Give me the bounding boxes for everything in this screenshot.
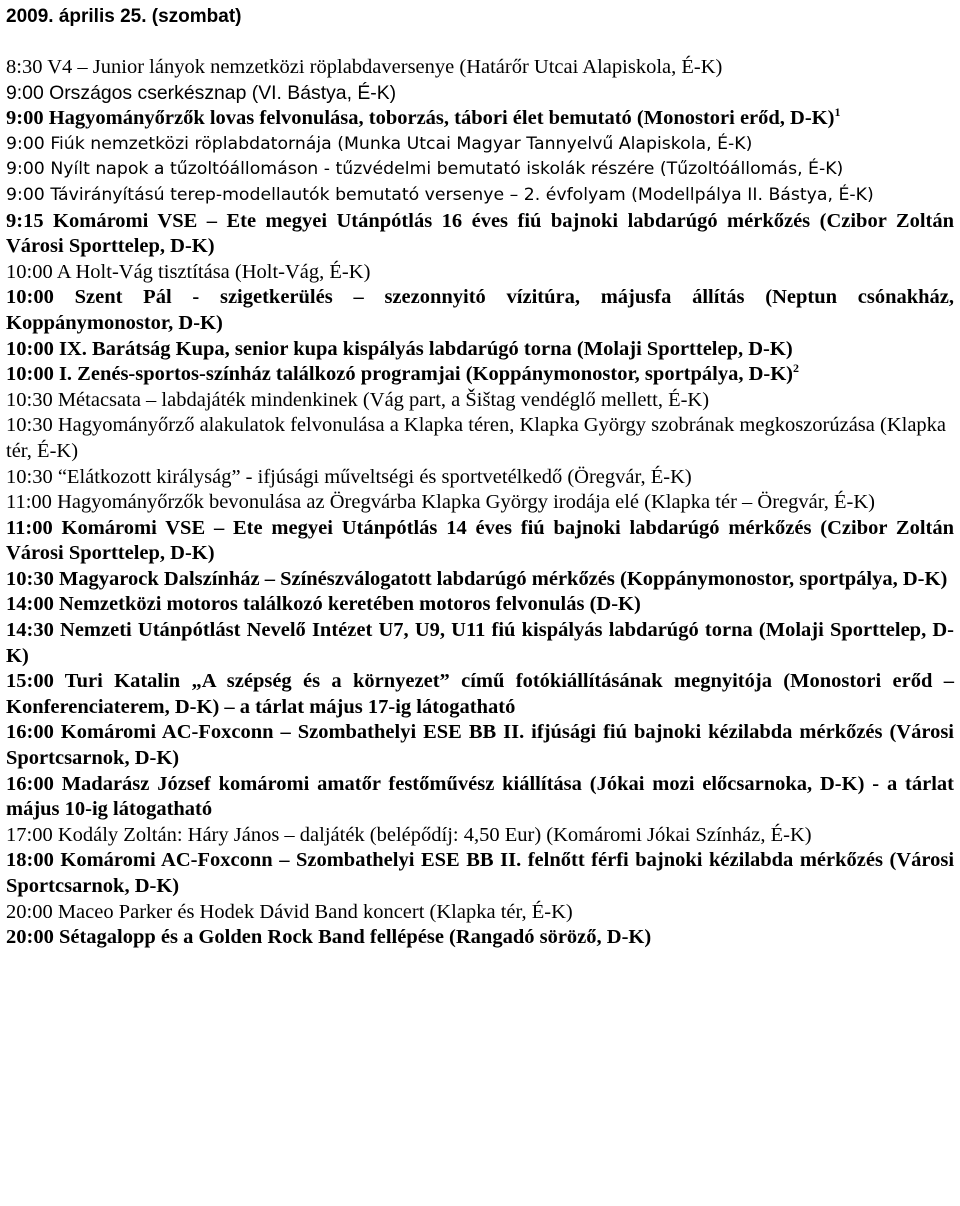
entry-text: Nemzeti Utánpótlást Nevelő Intézet U7, U9, U11 fiú kispályás labdarúgó torna (Molaji Sporttelep, D-K) <box>6 619 955 667</box>
program-entry <box>6 720 954 771</box>
entry-time: 11:00 <box>6 491 52 514</box>
entry-time: 11:00 <box>6 516 53 539</box>
program-entry <box>6 772 954 823</box>
entry-time: 10:30 <box>6 567 54 590</box>
entry-text: Sétagalopp és a Golden Rock Band fellépése (Rangadó söröző, D-K) <box>58 926 652 949</box>
entry-time: 9:00 <box>6 184 45 205</box>
program-entry <box>6 900 954 926</box>
program-entry <box>6 848 954 899</box>
entry-time: 9:00 <box>6 81 44 104</box>
footnote-marker: 2 <box>793 361 799 376</box>
entry-text: Nemzetközi motoros találkozó keretében motoros felvonulás (D-K) <box>58 593 641 616</box>
entry-text: “Elátkozott királyság” - ifjúsági műveltségi és sportvetélkedő (Öregvár, É-K) <box>57 465 692 488</box>
entry-text: Komáromi AC-Foxconn – Szombathelyi ESE BB II. felnőtt férfi bajnoki kézilabda mérkőzés (Városi Sportcsarnok, D-K) <box>6 849 955 897</box>
entry-time: 10:00 <box>6 337 54 360</box>
entry-time: 10:30 <box>6 388 53 411</box>
program-entry <box>6 260 954 286</box>
program-entry <box>6 669 954 720</box>
program-entry <box>6 516 954 567</box>
date-heading: 2009. április 25. (szombat) <box>6 6 242 27</box>
program-entry <box>6 490 954 516</box>
entry-time: 15:00 <box>6 670 54 693</box>
program-entry <box>6 592 954 618</box>
entry-text: Magyarock Dalszínház – Színészválogatott labdarúgó mérkőzés (Koppánymonostor, sportpálya, D-K) <box>58 567 948 590</box>
entry-time: 14:30 <box>6 619 54 642</box>
entry-text: Maceo Parker és Hodek Dávid Band koncert (Klapka tér, É-K) <box>57 900 573 923</box>
program-entry <box>6 413 954 464</box>
entry-text: Métacsata – labdajáték mindenkinek (Vág part, a Šištag vendéglő mellett, É-K) <box>57 388 710 411</box>
entry-time: 8:30 <box>6 56 43 78</box>
entry-time: 10:00 <box>6 286 54 309</box>
program-entry <box>6 337 954 363</box>
program-entry <box>6 823 954 849</box>
entry-time: 20:00 <box>6 926 54 949</box>
program-entry <box>6 183 954 209</box>
entry-text: Hagyományőrzők lovas felvonulása, toborzás, tábori élet bemutató (Monostori erőd, D-K) <box>48 107 835 130</box>
entry-text: Távirányítású terep-modellautók bemutató versenye – 2. évfolyam (Modellpálya II. Bástya, É-K) <box>50 184 874 205</box>
program-entry <box>6 132 954 158</box>
entry-text: Hagyományőrzők bevonulása az Öregvárba Klapka György irodája elé (Klapka tér – Öregvár, É-K) <box>57 491 875 514</box>
entry-text: A Holt-Vág tisztítása (Holt-Vág, É-K) <box>56 260 371 283</box>
entry-text: Komáromi VSE – Ete megyei Utánpótlás 14 éves fiú bajnoki labdarúgó mérkőzés (Czibor Zoltán Városi Sporttelep, D-K) <box>6 516 955 565</box>
program-entry <box>6 81 954 107</box>
entry-text: Madarász József komáromi amatőr festőművész kiállítása (Jókai mozi előcsarnoka, D-K) - a tárlat május 10-ig látogatható <box>6 772 954 821</box>
footnote-marker: 1 <box>834 105 841 120</box>
entry-time: 10:30 <box>6 414 53 437</box>
entry-text: Turi Katalin „A szépség és a környezet” című fotókiállításának megnyitója (Monostori erőd – Konferenciaterem, D-K) – a tárlat május 17-ig látogatható <box>6 670 954 718</box>
program-entry <box>6 567 954 593</box>
entry-time: 14:00 <box>6 593 54 616</box>
program-entry <box>6 618 954 669</box>
entry-time: 10:00 <box>6 363 54 386</box>
entry-text: Nyílt napok a tűzoltóállomáson - tűzvédelmi bemutató iskolák részére (Tűzoltóállomás, É-K) <box>50 159 844 180</box>
entry-time: 9:00 <box>6 159 45 180</box>
program-entry <box>6 388 954 414</box>
entry-time: 20:00 <box>6 900 53 923</box>
program-entry <box>6 55 954 81</box>
entry-time: 9:00 <box>6 107 44 130</box>
entry-time: 16:00 <box>6 721 54 744</box>
entry-text: V4 – Junior lányok nemzetközi röplabdaversenye (Határőr Utcai Alapiskola, É-K) <box>47 56 723 78</box>
program-entry <box>6 362 954 388</box>
entry-time: 16:00 <box>6 772 54 795</box>
entry-text: Komáromi VSE – Ete megyei Utánpótlás 16 éves fiú bajnoki labdarúgó mérkőzés (Czibor Zoltán Városi Sporttelep, D-K) <box>6 209 954 258</box>
entry-text: Szent Pál - szigetkerülés – szezonnyitó vízitúra, májusfa állítás (Neptun csónakház, Koppánymonostor, D-K) <box>6 286 955 334</box>
entry-text: Kodály Zoltán: Háry János – daljáték (belépődíj: 4,50 Eur) (Komáromi Jókai Színház, É-K) <box>57 823 812 846</box>
entry-time: 9:00 <box>6 133 45 154</box>
program-entry <box>6 925 954 951</box>
entry-time: 10:30 <box>6 465 53 488</box>
entry-text: IX. Barátság Kupa, senior kupa kispályás labdarúgó torna (Molaji Sporttelep, D-K) <box>58 337 793 360</box>
entry-time: 17:00 <box>6 823 53 846</box>
program-entry <box>6 465 954 491</box>
program-entry <box>6 106 954 132</box>
program-entry <box>6 209 954 260</box>
program-entry <box>6 285 954 336</box>
entry-text: Fiúk nemzetközi röplabdatornája (Munka Utcai Magyar Tannyelvű Alapiskola, É-K) <box>50 133 753 154</box>
entry-text: Országos cserkésznap (VI. Bástya, É-K) <box>49 81 397 104</box>
entry-text: Komáromi AC-Foxconn – Szombathelyi ESE BB II. ifjúsági fiú bajnoki kézilabda mérkőzés (Városi Sportcsarnok, D-K) <box>6 721 954 770</box>
entry-text: Hagyományőrző alakulatok felvonulása a Klapka téren, Klapka György szobrának megkoszorúzása (Klapka tér, É-K) <box>6 414 947 462</box>
entry-time: 10:00 <box>6 260 53 283</box>
entry-time: 9:15 <box>6 209 44 232</box>
entry-text: I. Zenés-sportos-színház találkozó programjai (Koppánymonostor, sportpálya, D-K) <box>58 363 793 386</box>
entry-time: 18:00 <box>6 849 54 872</box>
program-entry <box>6 157 954 183</box>
